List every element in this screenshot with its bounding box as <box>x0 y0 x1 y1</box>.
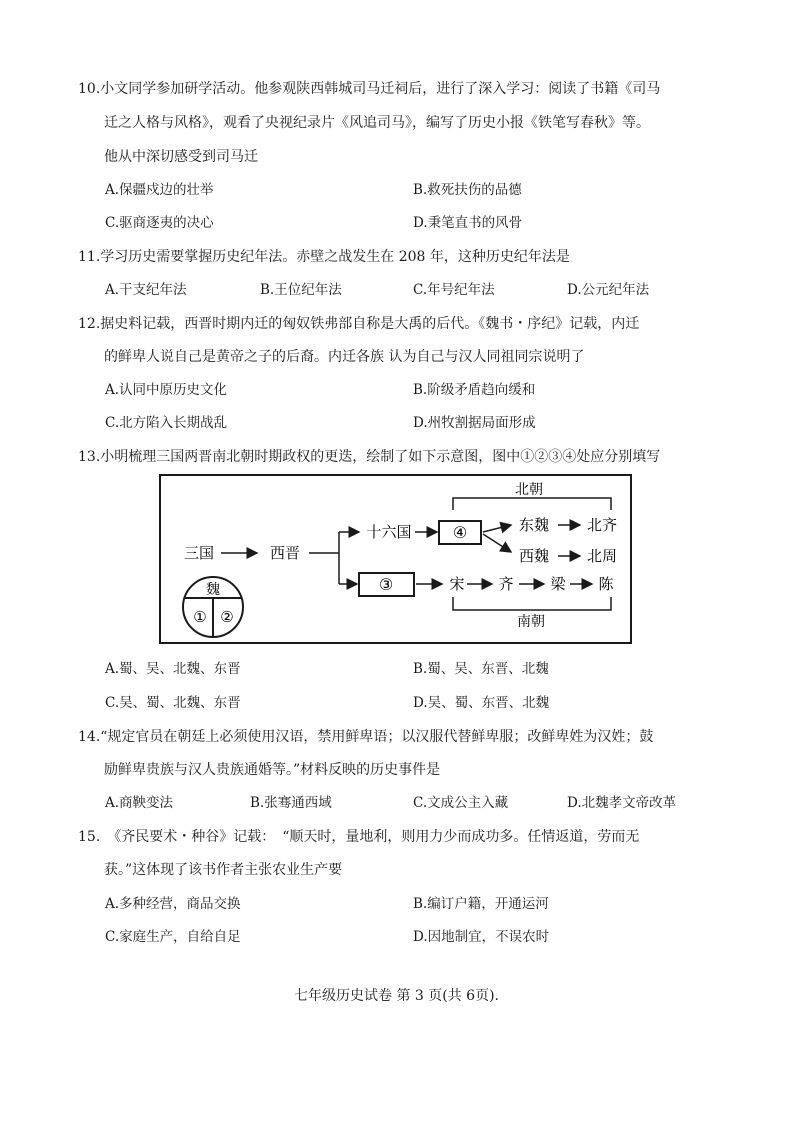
label-beizhou: 北周 <box>586 547 618 565</box>
q12-stem-line1: 12.据史料记载，西晋时期内迁的匈奴铁弗部自称是大禹的后代。《魏书・序纪》记载，内迁 <box>78 316 640 332</box>
label-wei: 魏 <box>206 582 220 598</box>
label-chen: 陈 <box>598 575 614 593</box>
q11-option-a: A.干支纪年法 <box>105 282 187 298</box>
q12-option-b: B.阶级矛盾趋向缓和 <box>413 382 536 398</box>
q10-option-b: B.救死扶伤的品德 <box>413 182 522 198</box>
q11-option-c: C.年号纪年法 <box>413 282 495 298</box>
blank-3: ③ <box>378 575 394 594</box>
q12-option-c: C.北方陷入长期战乱 <box>105 415 228 431</box>
q15-option-b: B.编订户籍，开通运河 <box>413 896 549 912</box>
label-nanchao: 南朝 <box>517 614 545 630</box>
q11-option-d: D.公元纪年法 <box>567 282 650 298</box>
q10-option-c: C.驱商逐夷的决心 <box>105 215 214 231</box>
q14-stem-line2: 励鲜卑贵族与汉人贵族通婚等。”材料反映的历史事件是 <box>104 762 441 778</box>
q15-stem-line2: 获。”这体现了该书作者主张农业生产要 <box>104 862 343 878</box>
q12-option-a: A.认同中原历史文化 <box>105 382 228 398</box>
q14-option-c: C.文成公主入藏 <box>413 795 509 811</box>
q12-stem-line2: 的鲜卑人说自己是黄帝之子的后裔。内迁各族 认为自己与汉人同祖同宗说明了 <box>104 349 585 365</box>
q13-option-c: C.吴、蜀、北魏、东晋 <box>105 695 241 711</box>
q10-option-d: D.秉笔直书的风骨 <box>413 215 523 231</box>
q11-option-b: B.王位纪年法 <box>260 282 342 298</box>
q13-option-a: A.蜀、吴、北魏、东晋 <box>105 661 241 677</box>
label-qi: 齐 <box>498 575 514 593</box>
label-beichao: 北朝 <box>515 482 543 498</box>
label-song: 宋 <box>449 575 465 593</box>
q15-option-d: D.因地制宜，不误农时 <box>413 929 550 945</box>
q11-stem-line1: 11.学习历史需要掌握历史纪年法。赤壁之战发生在 208 年，这种历史纪年法是 <box>78 249 570 265</box>
q14-stem-line1: 14.“规定官员在朝廷上必须使用汉语，禁用鲜卑语；以汉服代替鲜卑服；改鲜卑姓为汉姓；鼓 <box>78 729 654 745</box>
label-beiqi: 北齐 <box>586 516 618 534</box>
q13-option-d: D.吴、蜀、东晋、北魏 <box>413 695 550 711</box>
q10-option-a: A.保疆戍边的壮举 <box>105 182 214 198</box>
label-shiliuguo: 十六国 <box>366 523 412 541</box>
blank-1: ① <box>193 608 207 626</box>
label-dongwei: 东魏 <box>518 516 550 534</box>
q10-stem-line2: 迁之人格与风格》，观看了央视纪录片《风追司马》，编写了历史小报《铁笔写春秋》等。 <box>104 115 650 131</box>
q15-option-a: A.多种经营，商品交换 <box>105 896 241 912</box>
blank-4: ④ <box>452 523 468 542</box>
dynasty-diagram <box>159 474 632 644</box>
q13-option-b: B.蜀、吴、东晋、北魏 <box>413 661 549 677</box>
q14-option-a: A.商鞅变法 <box>105 795 174 811</box>
blank-2: ② <box>220 608 234 626</box>
label-xiwei: 西魏 <box>518 547 550 565</box>
page-footer: 七年级历史试卷 第 3 页(共 6页). <box>294 988 499 1004</box>
q14-option-d: D.北魏孝文帝改革 <box>567 795 677 811</box>
q15-option-c: C.家庭生产，自给自足 <box>105 929 241 945</box>
q14-option-b: B.张骞通西域 <box>250 795 332 811</box>
q15-stem-line1: 15. 《齐民要术・种谷》记载： “顺天时，量地利，则用力少而成功多。任情返道，劳而无 <box>78 829 640 845</box>
label-sanguo: 三国 <box>183 544 215 562</box>
label-liang: 梁 <box>550 575 566 593</box>
q12-option-d: D.州牧割据局面形成 <box>413 415 536 431</box>
q10-stem-line3: 他从中深切感受到司马迁 <box>104 149 258 165</box>
q13-stem-line1: 13.小明梳理三国两晋南北朝时期政权的更迭，绘制了如下示意图，图中①②③④处应分别填写 <box>78 449 661 465</box>
q10-stem-line1: 10.小文同学参加研学活动。他参观陕西韩城司马迁祠后，进行了深入学习：阅读了书籍《司马 <box>78 81 661 97</box>
label-xijin: 西晋 <box>269 544 301 562</box>
